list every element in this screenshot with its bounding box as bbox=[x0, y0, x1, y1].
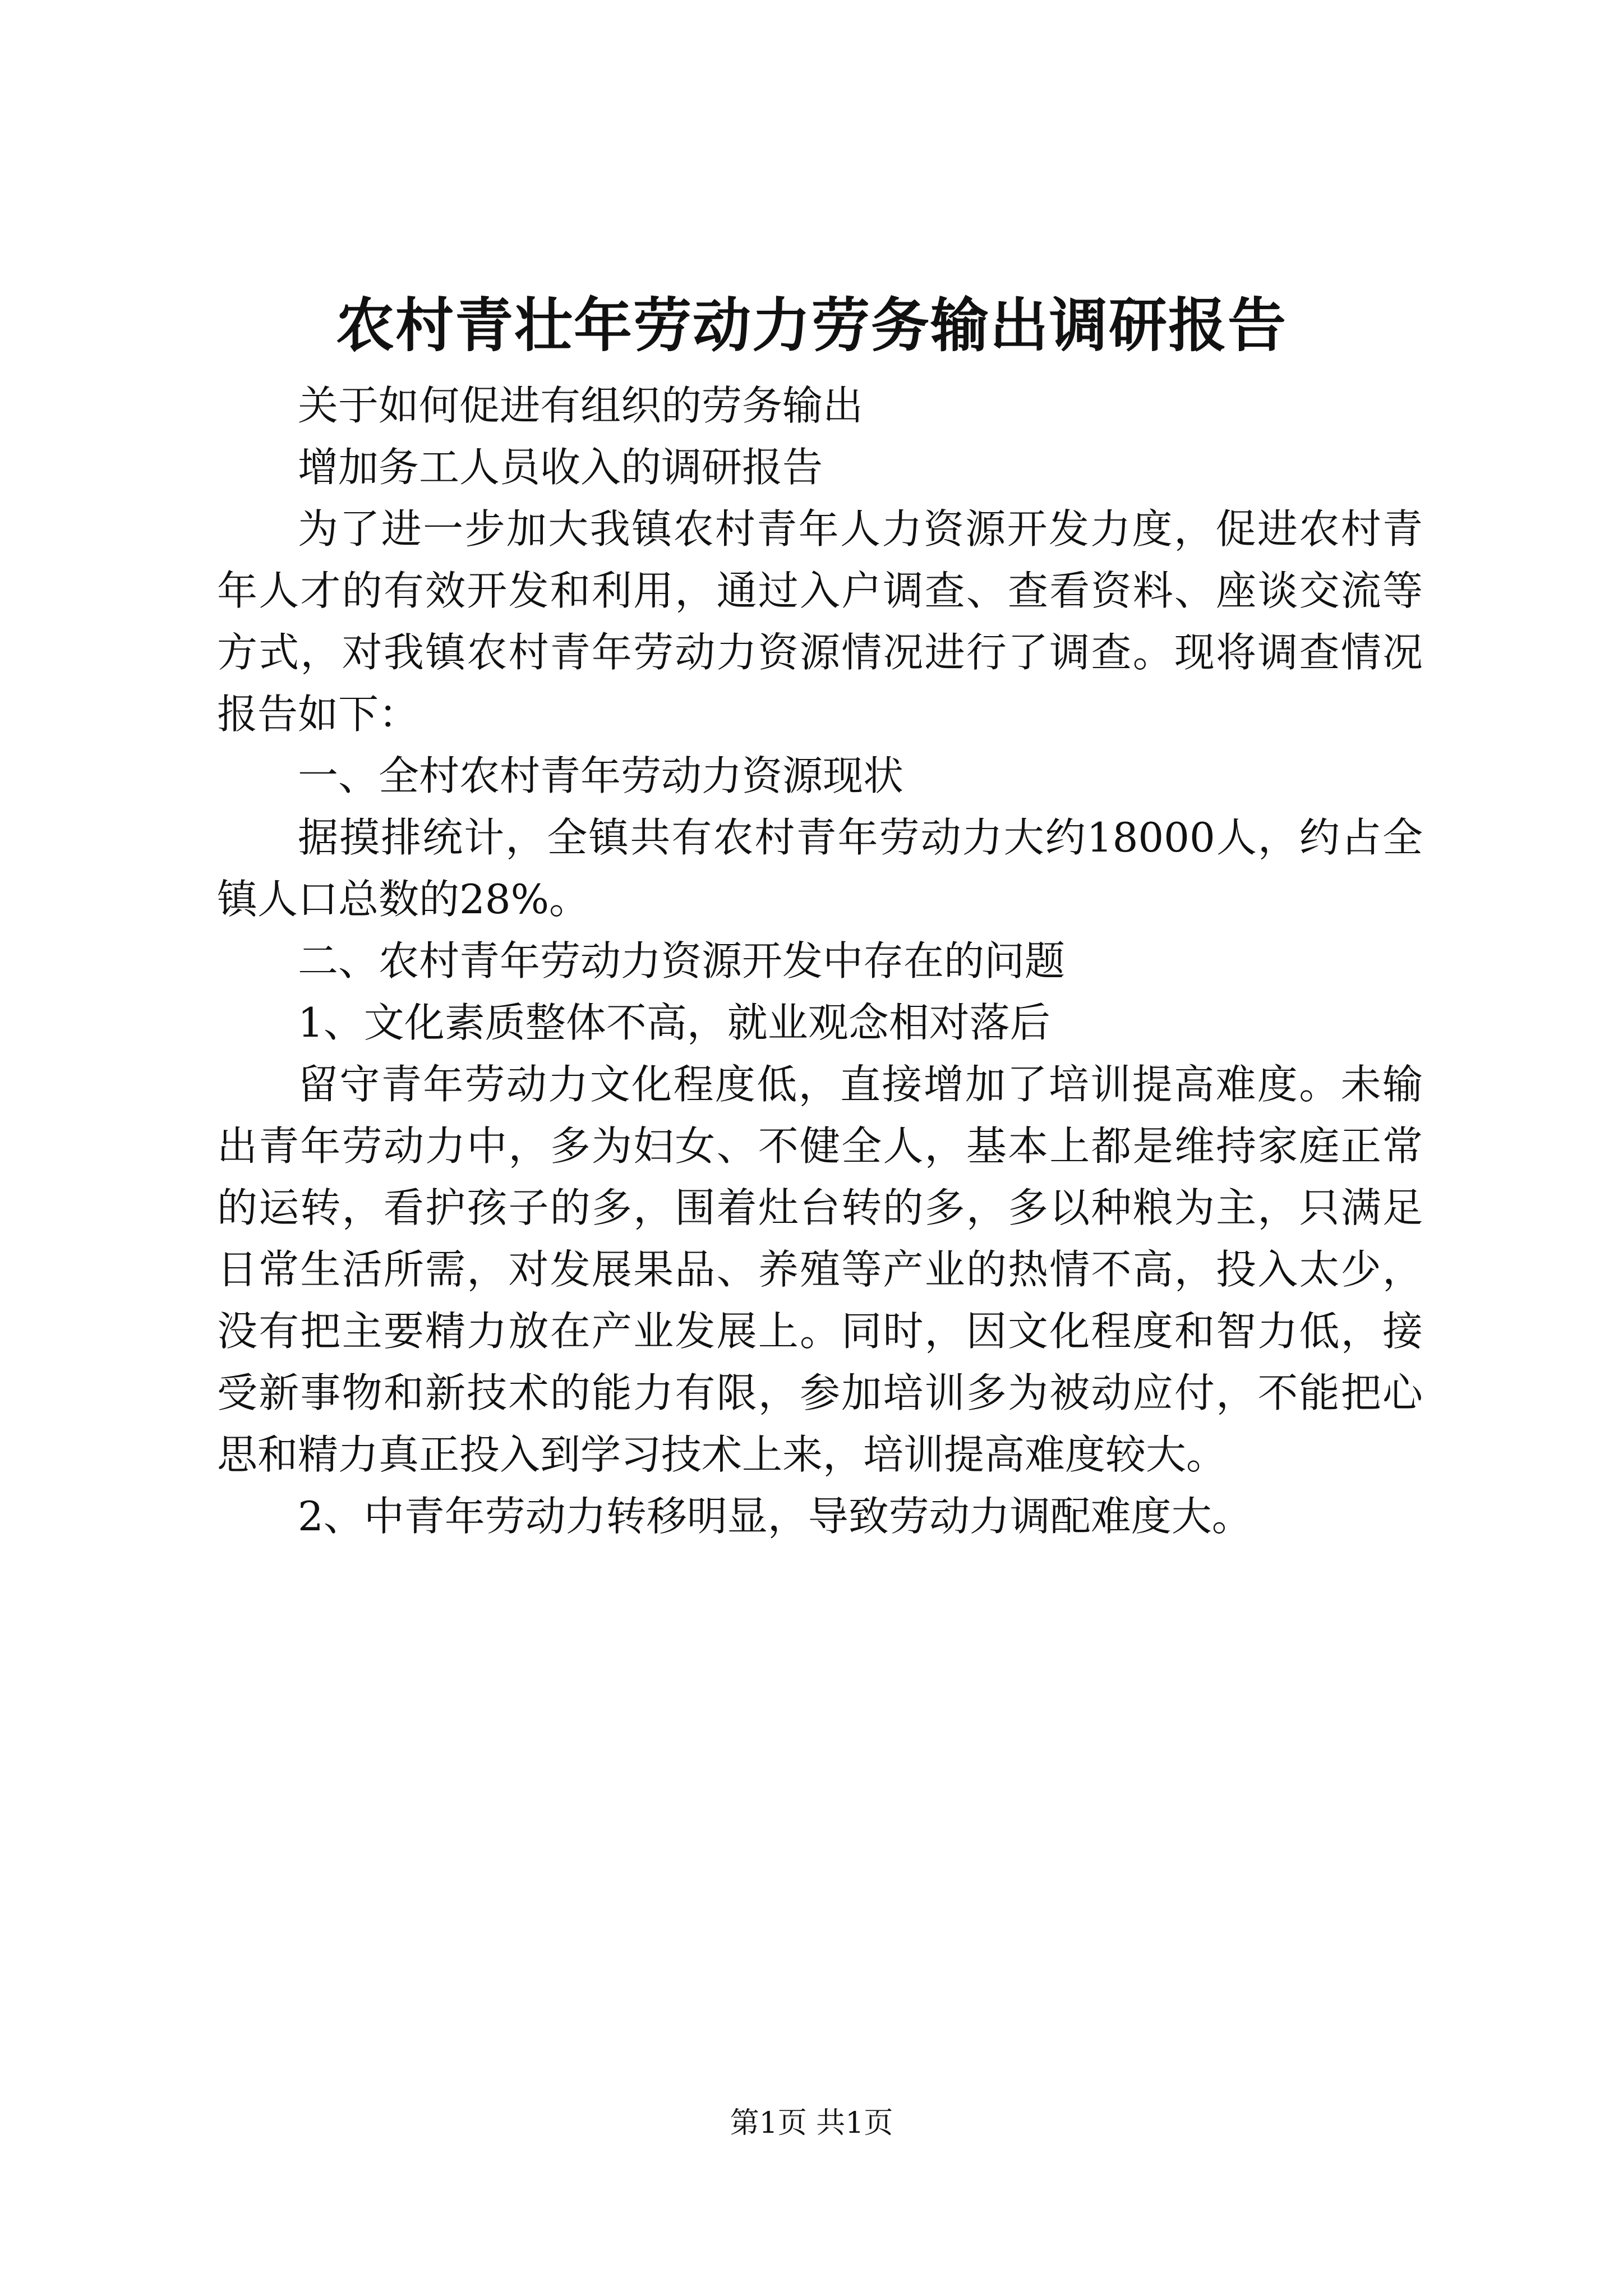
subtitle-line-2: 增加务工人员收入的调研报告 bbox=[298, 444, 823, 491]
subheading-2: 2、中青年劳动力转移明显，导致劳动力调配难度大。 bbox=[298, 1493, 1252, 1540]
statistics-paragraph: 据摸排统计，全镇共有农村青年劳动力大约18000人，约占全镇人口总数的28%。 bbox=[217, 814, 1423, 923]
subheading-1: 1、文化素质整体不高，就业观念相对落后 bbox=[298, 999, 1050, 1046]
section-heading-1: 一、全村农村青年劳动力资源现状 bbox=[298, 752, 904, 799]
intro-paragraph: 为了进一步加大我镇农村青年人力资源开发力度，促进农村青年人才的有效开发和利用，通过入户调查、查看资料、座谈交流等方式，对我镇农村青年劳动力资源情况进行了调查。现将调查情况报告如下： bbox=[217, 505, 1423, 738]
page-footer: 第1页 共1页 bbox=[730, 2106, 893, 2140]
document-body bbox=[217, 375, 1423, 1547]
section-heading-2: 二、农村青年劳动力资源开发中存在的问题 bbox=[298, 937, 1066, 984]
subtitle-line-1: 关于如何促进有组织的劳务输出 bbox=[298, 382, 864, 429]
document-title: 农村青壮年劳动力劳务输出调研报告 bbox=[335, 291, 1287, 360]
education-paragraph: 留守青年劳动力文化程度低，直接增加了培训提高难度。未输出青年劳动力中，多为妇女、不健全人，基本上都是维持家庭正常的运转，看护孩子的多，围着灶台转的多，多以种粮为主，只满足日常生活所需，对发展果品、养殖等产业的热情不高，投入太少，没有把主要精力放在产业发展上。同时，因文化程度和智力低，接受新事物和新技术的能力有限，参加培训多为被动应付，不能把心思和精力真正投入到学习技术上来，培训提高难度较大。 bbox=[217, 1061, 1423, 1478]
